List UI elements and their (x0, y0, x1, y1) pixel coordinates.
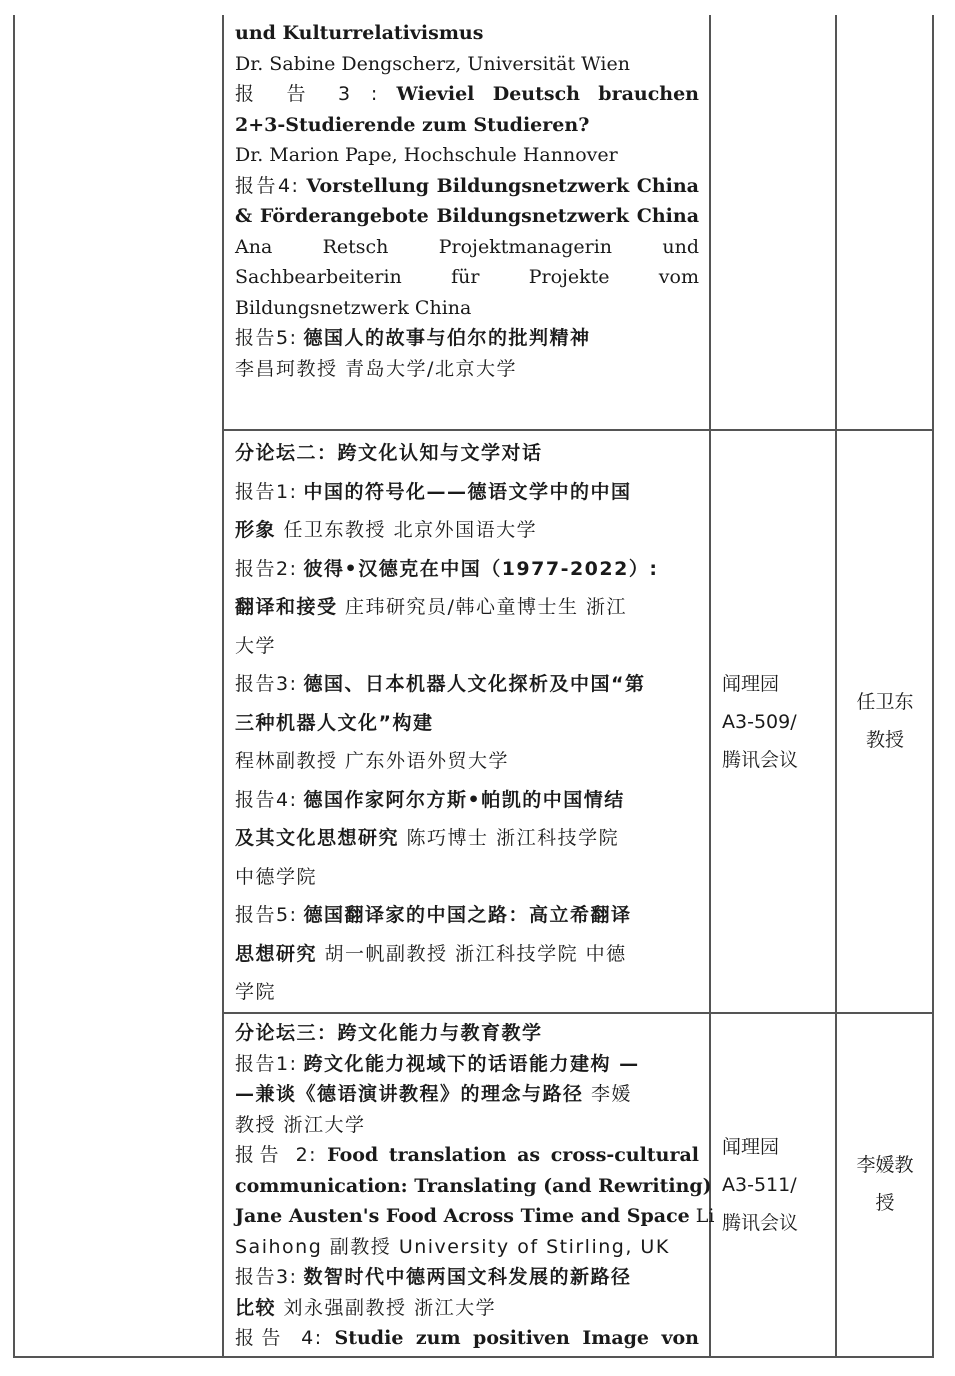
report-label: 报告 2: (235, 1144, 318, 1166)
text-line (235, 110, 699, 141)
text-line (235, 79, 699, 110)
report-title: 比较 (235, 1296, 277, 1319)
report-label: 报告 4: (235, 1327, 323, 1349)
speaker-info: Sachbearbeiterin für Projekte vom (235, 266, 699, 288)
text-line (235, 742, 699, 781)
text-line (235, 1079, 699, 1110)
cell-text: 任卫东 (856, 691, 914, 713)
text-line (235, 354, 699, 385)
speaker-info: Ana Retsch Projektmanagerin und (235, 235, 699, 258)
text-line (235, 819, 699, 858)
report-title: Food translation as cross-cultural (327, 1144, 699, 1166)
text-line (235, 858, 699, 897)
report-title: 2+3-Studierende zum Studieren? (235, 113, 590, 136)
text-line (235, 935, 699, 974)
text-line (235, 323, 699, 354)
report-label: 报告1: (235, 1052, 298, 1075)
speaker-info: Dr. Sabine Dengscherz, Universität Wien (235, 52, 630, 75)
speaker-info: 程林副教授 广东外语外贸大学 (235, 750, 510, 772)
speaker-info: 李昌珂教授 青岛大学/北京大学 (235, 357, 517, 380)
table-border-left (13, 15, 15, 1358)
report-label: 报告1: (235, 480, 298, 503)
report-title: Studie zum positiven Image von (334, 1327, 699, 1349)
text-line (235, 511, 699, 550)
text-line (235, 896, 699, 935)
session-content-forum3 (235, 1018, 715, 1354)
report-label: 报 告 3 : (235, 83, 379, 105)
schedule-table (13, 15, 934, 1358)
text-line (235, 665, 699, 704)
speaker-info: 大学 (235, 634, 277, 657)
text-line (235, 1232, 699, 1263)
cell-text: 闻理园 (722, 673, 780, 695)
host-cell (837, 1146, 933, 1222)
text-line (235, 18, 699, 49)
report-title: Wieviel Deutsch brauchen (396, 83, 699, 105)
speaker-info: Bildungsnetzwerk China (235, 296, 472, 319)
cell-text: 授 (875, 1192, 895, 1214)
forum-title: 分论坛二：跨文化认知与文学对话 (235, 442, 543, 464)
column-divider (222, 15, 224, 1358)
report-title: —兼谈《德语演讲教程》的理念与路径 (235, 1083, 584, 1105)
text-line (235, 1201, 715, 1232)
text-line (235, 1262, 699, 1293)
text-line (235, 1049, 699, 1080)
forum-title: 分论坛三：跨文化能力与教育教学 (235, 1022, 543, 1044)
speaker-info: 胡一帆副教授 浙江科技学院 中德 (317, 942, 627, 965)
session-content-forum1 (235, 18, 699, 384)
text-line (235, 1323, 699, 1354)
report-title: 德国人的故事与伯尔的批判精神 (303, 327, 591, 349)
report-title: communication: Translating (and Rewriting) (235, 1174, 712, 1197)
report-title: 彼得•汉德克在中国（1977-2022）: (303, 557, 659, 580)
text-line (235, 1110, 699, 1141)
text-line (235, 627, 699, 666)
report-title: 三种机器人文化”构建 (235, 711, 434, 734)
cell-text: A3-511/ (722, 1174, 797, 1196)
report-title: Jane Austen's Food Across Time and Space (235, 1205, 690, 1227)
cell-text: 教授 (865, 729, 904, 751)
speaker-info: Dr. Marion Pape, Hochschule Hannover (235, 144, 618, 166)
report-title: 德国作家阿尔方斯•帕凯的中国情结 (303, 788, 625, 811)
speaker-info: 庄玮研究员/韩心童博士生 浙江 (337, 596, 627, 618)
text-line (235, 704, 699, 743)
cell-text: 李媛教 (856, 1154, 914, 1176)
text-line (235, 1171, 712, 1202)
report-title: 形象 (235, 519, 277, 541)
text-line (235, 201, 699, 232)
session-content-forum2 (235, 434, 699, 1012)
text-line (235, 171, 699, 202)
cell-text: 腾讯会议 (722, 749, 799, 771)
room-cell (722, 665, 832, 779)
table-border-bottom (13, 1356, 934, 1358)
text-line (235, 293, 699, 324)
text-line (235, 140, 699, 171)
speaker-info: Li (689, 1205, 715, 1227)
cell-text: 腾讯会议 (722, 1212, 799, 1234)
text-line (235, 49, 699, 80)
report-label: 报告4: (235, 174, 300, 197)
text-line (235, 550, 699, 589)
report-title: und Kulturrelativismus (235, 22, 484, 44)
text-line (235, 232, 699, 263)
speaker-info: Saihong 副教授 University of Stirling, UK (235, 1235, 670, 1258)
report-title: & Förderangebote Bildungsnetzwerk China (235, 205, 699, 227)
text-line (235, 1140, 699, 1171)
text-line (235, 262, 699, 293)
speaker-info: 陈巧博士 浙江科技学院 (399, 827, 620, 849)
text-line (235, 781, 699, 820)
speaker-info: 李媛 (583, 1083, 633, 1105)
row-divider (222, 429, 933, 431)
report-title: 翻译和接受 (235, 596, 338, 618)
report-label: 报告3: (235, 1266, 298, 1288)
report-title: 跨文化能力视域下的话语能力建构 — (303, 1052, 640, 1075)
report-title: Vorstellung Bildungsnetzwerk China (306, 174, 699, 197)
speaker-info: 学院 (235, 981, 277, 1003)
column-divider (709, 15, 711, 1358)
speaker-info: 教授 浙江大学 (235, 1113, 366, 1136)
room-cell (722, 1128, 832, 1242)
host-cell (837, 683, 933, 759)
cell-text: 闻理园 (722, 1136, 780, 1158)
report-label: 报告3: (235, 673, 298, 695)
report-label: 报告5: (235, 327, 298, 349)
row-divider (222, 1012, 933, 1014)
text-line (235, 1293, 699, 1324)
report-label: 报告5: (235, 904, 298, 926)
speaker-info: 中德学院 (235, 865, 318, 888)
report-title: 思想研究 (235, 942, 318, 965)
report-title: 德国翻译家的中国之路：高立希翻译 (303, 904, 632, 926)
text-line (235, 973, 699, 1012)
speaker-info: 任卫东教授 北京外国语大学 (276, 519, 538, 541)
cell-text: A3-509/ (722, 711, 797, 733)
report-title: 中国的符号化——德语文学中的中国 (303, 480, 632, 503)
speaker-info: 刘永强副教授 浙江大学 (276, 1296, 497, 1319)
report-label: 报告2: (235, 557, 298, 580)
report-title: 数智时代中德两国文科发展的新路径 (303, 1266, 632, 1288)
text-line (235, 473, 699, 512)
report-title: 德国、日本机器人文化探析及中国“第 (303, 673, 646, 695)
report-label: 报告4: (235, 788, 298, 811)
text-line (235, 588, 699, 627)
report-title: 及其文化思想研究 (235, 827, 400, 849)
